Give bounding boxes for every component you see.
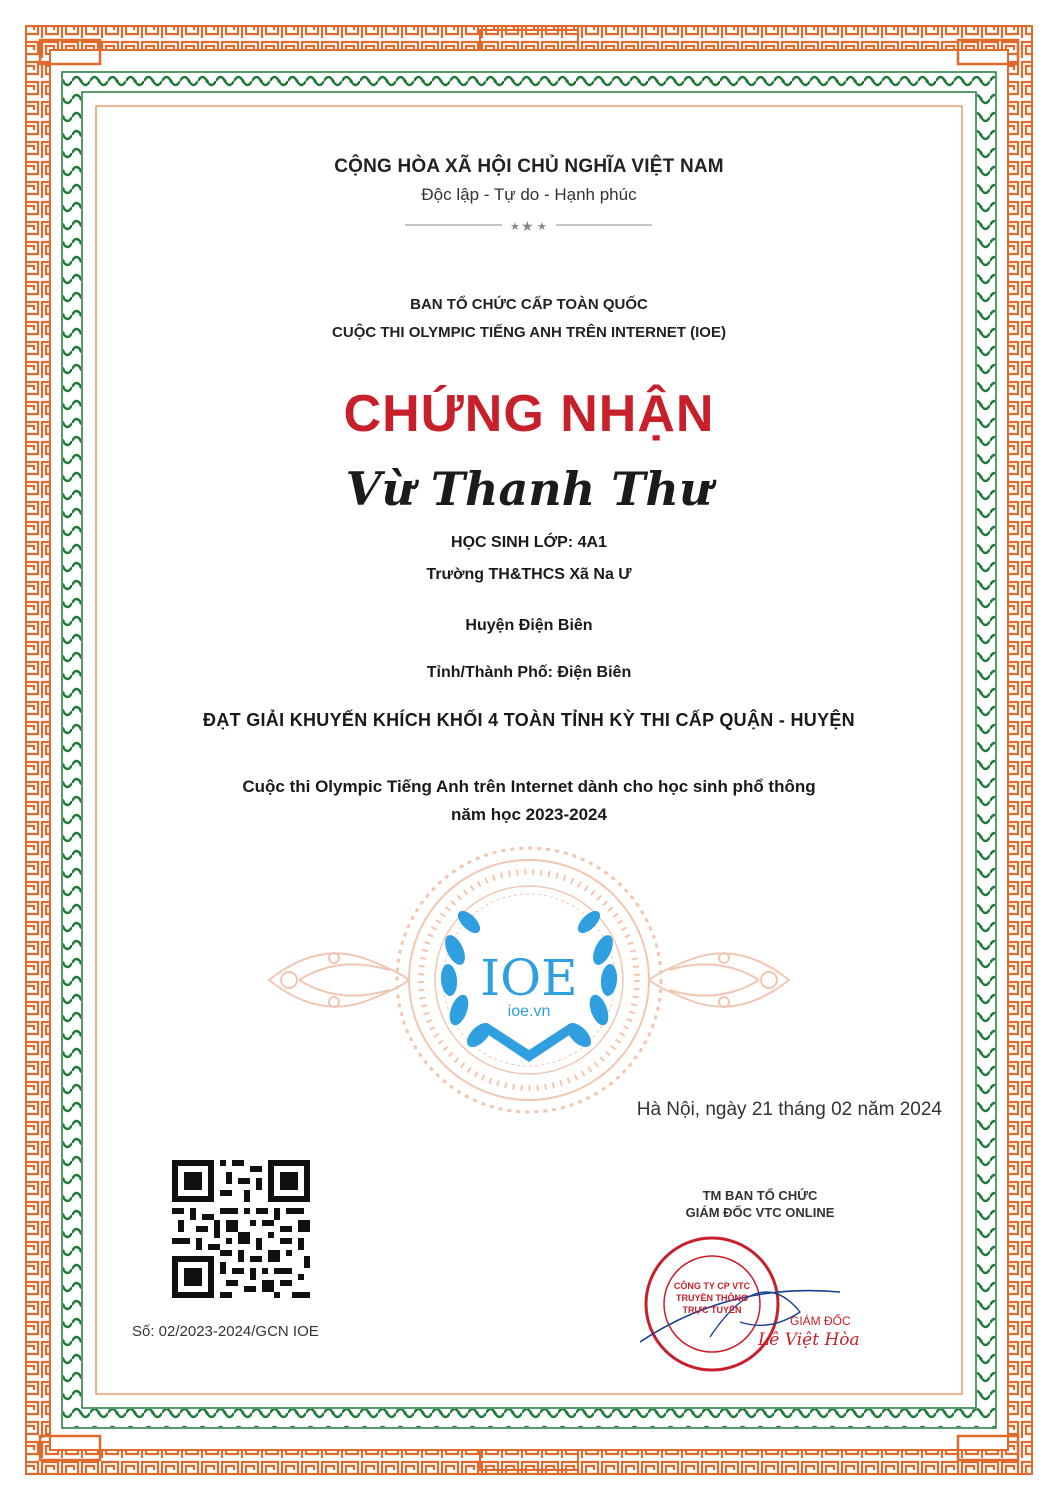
- award-text: ĐẠT GIẢI KHUYẾN KHÍCH KHỐI 4 TOÀN TỈNH KỲ THI CẤP QUẬN - HUYỆN: [203, 710, 855, 730]
- signer-org-line1: TM BAN TỔ CHỨC: [702, 1188, 818, 1203]
- header-divider: [0, 214, 1058, 236]
- student-class: HỌC SINH LỚP: 4A1: [451, 534, 607, 551]
- certificate-title: CHỨNG NHẬN: [343, 385, 715, 443]
- signer-org-line2: GIÁM ĐỐC VTC ONLINE: [685, 1205, 835, 1220]
- contest-line2: năm học 2023-2024: [451, 805, 607, 824]
- school-name: Trường TH&THCS Xã Na Ư: [426, 566, 632, 583]
- issue-date: Hà Nội, ngày 21 tháng 02 năm 2024: [636, 1099, 942, 1120]
- qr-code[interactable]: [172, 1160, 310, 1298]
- nation-heading: CỘNG HÒA XÃ HỘI CHỦ NGHĨA VIỆT NAM: [334, 156, 724, 177]
- recipient-name: Vừ Thanh Thư: [345, 462, 713, 516]
- ioe-logo-site: ioe.vn: [507, 1003, 551, 1020]
- star-icon: ★: [510, 220, 520, 233]
- ornament-right: [649, 953, 789, 1007]
- contest-line1: Cuộc thi Olympic Tiếng Anh trên Internet dành cho học sinh phổ thông: [242, 777, 816, 796]
- seal-text: CÔNG TY CP VTC TRUYỀN THÔNG TRỰC TUYẾN: [673, 1281, 751, 1315]
- company-seal: [640, 1222, 850, 1382]
- district-name: Huyện Điện Biên: [465, 617, 593, 634]
- star-icon: ★: [537, 220, 547, 233]
- ioe-emblem: [259, 840, 799, 1120]
- organizer-line1: BAN TỔ CHỨC CẤP TOÀN QUỐC: [410, 296, 648, 313]
- signer-name: Lê Việt Hòa: [758, 1330, 860, 1350]
- organizer-line2: CUỘC THI OLYMPIC TIẾNG ANH TRÊN INTERNET (IOE): [332, 324, 726, 341]
- serial-number: Số: 02/2023-2024/GCN IOE: [132, 1323, 319, 1340]
- ornament-left: [269, 953, 409, 1007]
- province-name: Tỉnh/Thành Phố: Điện Biên: [426, 664, 632, 681]
- motto: Độc lập - Tự do - Hạnh phúc: [421, 185, 637, 204]
- ribbon-icon: [481, 1024, 577, 1062]
- signer-title: GIÁM ĐỐC: [790, 1314, 851, 1328]
- ioe-logo-text: IOE: [480, 949, 578, 1007]
- star-icon: ★: [521, 219, 534, 235]
